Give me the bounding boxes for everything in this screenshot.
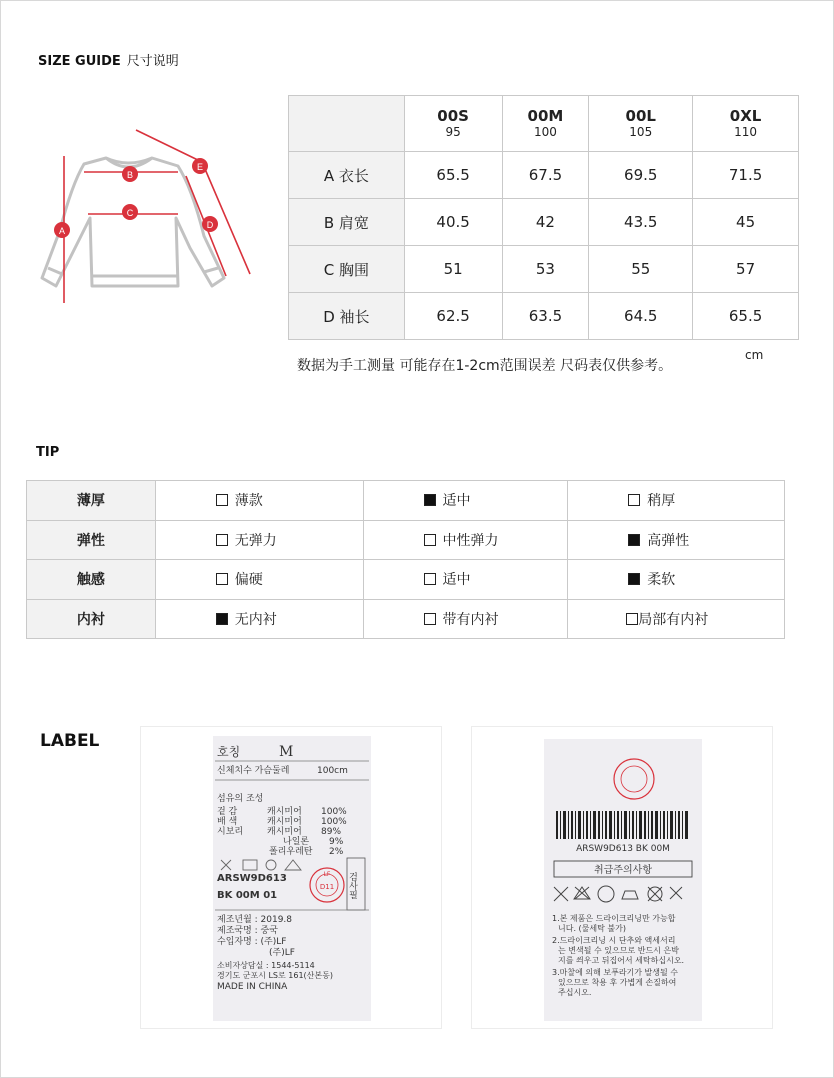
size-cell: 57 xyxy=(693,246,799,293)
size-num: 95 xyxy=(445,125,461,139)
marker-a xyxy=(54,222,70,238)
size-cell: 43.5 xyxy=(589,199,693,246)
tip-title: TIP xyxy=(36,445,60,460)
checkbox-icon xyxy=(216,494,228,506)
marker-d xyxy=(202,216,218,232)
size-cell: 65.5 xyxy=(404,152,502,199)
tip-row-thickness xyxy=(27,481,785,521)
label-code-1: ARSW9D613 xyxy=(217,873,287,884)
tip-option-text: 适中 xyxy=(442,572,471,589)
marker-d-label: D xyxy=(206,220,214,230)
size-cell: 64.5 xyxy=(589,293,693,340)
size-col-0xl xyxy=(693,96,799,152)
fabric-label-back xyxy=(544,739,702,1021)
care-line: 지를 씌우고 뒤집어서 세탁하십시오. xyxy=(558,956,685,965)
size-cell: 42 xyxy=(502,199,589,246)
tip-row-label: 触感 xyxy=(27,560,156,600)
label-mfg-date: 제조년월 : 2019.8 xyxy=(217,915,293,925)
tip-option-text: 稍厚 xyxy=(647,493,676,510)
stamp-text-2: D11 xyxy=(319,883,335,891)
size-cell: 53 xyxy=(502,246,589,293)
fiber-pct: 9% xyxy=(329,837,344,847)
tip-option-text: 高弹性 xyxy=(647,532,690,549)
size-row-label: A 衣长 xyxy=(289,152,405,199)
marker-e xyxy=(192,158,208,174)
tip-option-text: 柔软 xyxy=(647,572,676,589)
tip-option xyxy=(568,599,785,639)
size-name: 0XL xyxy=(729,107,762,125)
tip-option xyxy=(568,520,785,560)
label-title: LABEL xyxy=(40,731,100,751)
fiber-material: 캐시미어 xyxy=(267,827,302,837)
tip-row-texture xyxy=(27,560,785,600)
fiber-material: 캐시미어 xyxy=(267,807,302,817)
tip-option-text: 无弹力 xyxy=(234,532,277,549)
tip-option xyxy=(363,481,568,521)
tip-option-text: 适中 xyxy=(442,493,471,510)
checkbox-icon xyxy=(424,573,436,585)
checkbox-icon xyxy=(626,613,638,625)
size-cell: 55 xyxy=(589,246,693,293)
tip-table xyxy=(26,480,785,639)
tip-row-label: 弹性 xyxy=(27,520,156,560)
size-cell: 63.5 xyxy=(502,293,589,340)
care-title: 취급주의사항 xyxy=(594,865,652,876)
size-col-00l xyxy=(589,96,693,152)
fiber-material: 폴리우레탄 xyxy=(269,847,313,857)
tip-row-label: 内衬 xyxy=(27,599,156,639)
size-row-d xyxy=(289,293,799,340)
fiber-material: 나일론 xyxy=(283,837,310,847)
care-line: 3.마찰에 의해 보푸라기가 발생될 수 xyxy=(552,968,678,977)
fiber-part: 시보리 xyxy=(217,827,244,837)
care-line: 니다. (물세탁 불가) xyxy=(558,924,626,933)
checkbox-icon xyxy=(216,534,228,546)
fiber-pct: 89% xyxy=(321,827,342,837)
size-guide-heading: SIZE GUIDE xyxy=(38,54,121,69)
size-num: 105 xyxy=(629,125,653,139)
size-row-b xyxy=(289,199,799,246)
checkbox-icon xyxy=(216,573,228,585)
tip-option xyxy=(155,481,363,521)
size-name: 00M xyxy=(527,107,564,125)
tip-option xyxy=(568,481,785,521)
stamp-text-1: LF xyxy=(323,871,331,878)
tip-option-text: 薄款 xyxy=(234,493,263,510)
tip-option xyxy=(155,520,363,560)
label-maker: (주)LF xyxy=(269,948,295,958)
fiber-pct: 100% xyxy=(321,807,347,817)
marker-e-label: E xyxy=(196,162,204,172)
measurement-note: 数据为手工测量 可能存在1-2cm范围误差 尺码表仅供参考。 xyxy=(297,358,673,374)
label-barcode-code: ARSW9D613 BK 00M xyxy=(576,844,670,854)
checkbox-icon xyxy=(628,494,640,506)
marker-b-label: B xyxy=(126,170,134,180)
checkbox-icon xyxy=(424,494,436,506)
fiber-material: 캐시미어 xyxy=(267,817,302,827)
tip-row-label: 薄厚 xyxy=(27,481,156,521)
size-guide-subtitle: 尺寸说明 xyxy=(126,54,179,69)
care-line: 1.본 제품은 드라이크리닝만 가능합 xyxy=(552,914,676,923)
size-col-00m xyxy=(502,96,589,152)
marker-b xyxy=(122,166,138,182)
tip-row-elasticity xyxy=(27,520,785,560)
marker-c xyxy=(122,204,138,220)
label-name-key: 호칭 xyxy=(217,745,241,759)
size-row-label: B 肩宽 xyxy=(289,199,405,246)
size-num: 110 xyxy=(734,125,758,139)
size-num: 100 xyxy=(533,125,557,139)
size-name: 00S xyxy=(437,107,469,125)
label-chest-key: 신체치수 가슴둘레 xyxy=(217,766,290,776)
marker-c-label: C xyxy=(126,208,134,218)
checkbox-icon xyxy=(628,534,640,546)
size-row-c xyxy=(289,246,799,293)
fiber-pct: 2% xyxy=(329,847,344,857)
size-header-row xyxy=(289,96,799,152)
checkbox-icon xyxy=(424,534,436,546)
fiber-part: 겉 감 xyxy=(217,807,238,817)
tip-option xyxy=(155,560,363,600)
size-cell: 51 xyxy=(404,246,502,293)
care-line: 2.드라이크리닝 시 단추와 액세서리 xyxy=(552,936,676,945)
size-cell: 40.5 xyxy=(404,199,502,246)
size-guide-title xyxy=(38,50,179,69)
size-cell: 71.5 xyxy=(693,152,799,199)
label-card-1 xyxy=(140,726,442,1029)
fiber-part: 배 색 xyxy=(217,817,238,827)
label-importer: 수입자명 : (주)LF xyxy=(217,937,287,947)
label-fiber-title: 섬유의 조성 xyxy=(217,794,264,804)
tip-option-text: 带有内衬 xyxy=(442,611,499,628)
size-cell: 67.5 xyxy=(502,152,589,199)
tip-option-text: 局部有内衬 xyxy=(638,611,709,628)
size-table-corner xyxy=(289,96,405,152)
label-code-2: BK 00M 01 xyxy=(217,890,278,901)
label-address: 경기도 군포시 LS로 161(산본동) xyxy=(217,971,333,980)
care-line: 는 변색될 수 있으므로 반드시 은박 xyxy=(558,946,679,955)
tip-option-text: 无内衬 xyxy=(234,611,277,628)
inspect-mark: 검사필 xyxy=(347,872,357,899)
label-origin: MADE IN CHINA xyxy=(217,982,288,992)
size-table xyxy=(288,95,799,340)
label-mfg-country: 제조국명 : 중국 xyxy=(217,926,278,936)
label-name-val: M xyxy=(279,744,294,760)
size-cell: 69.5 xyxy=(589,152,693,199)
tip-option xyxy=(568,560,785,600)
label-cs: 소비자상담실 : 1544-5114 xyxy=(217,961,315,970)
checkbox-icon xyxy=(424,613,436,625)
size-row-a xyxy=(289,152,799,199)
tip-option xyxy=(363,599,568,639)
checkbox-icon xyxy=(628,573,640,585)
size-col-00s xyxy=(404,96,502,152)
size-cell: 62.5 xyxy=(404,293,502,340)
sweater-measurement-diagram xyxy=(28,118,268,308)
marker-a-label: A xyxy=(58,226,66,236)
fabric-label-front xyxy=(213,736,371,1021)
label-card-2 xyxy=(471,726,773,1029)
fiber-pct: 100% xyxy=(321,817,347,827)
tip-option xyxy=(363,520,568,560)
size-name: 00L xyxy=(625,107,656,125)
tip-option-text: 中性弹力 xyxy=(442,532,499,549)
care-line: 있으므로 착용 후 가볍게 손질하여 xyxy=(558,978,677,987)
tip-option xyxy=(363,560,568,600)
care-line: 주십시오. xyxy=(558,988,592,997)
tip-option-text: 偏硬 xyxy=(234,572,263,589)
checkbox-icon xyxy=(216,613,228,625)
size-row-label: C 胸围 xyxy=(289,246,405,293)
size-cell: 45 xyxy=(693,199,799,246)
size-row-label: D 袖长 xyxy=(289,293,405,340)
size-cell: 65.5 xyxy=(693,293,799,340)
tip-row-lining xyxy=(27,599,785,639)
label-chest-val: 100cm xyxy=(317,766,348,776)
unit-label: cm xyxy=(745,348,764,362)
tip-option xyxy=(155,599,363,639)
